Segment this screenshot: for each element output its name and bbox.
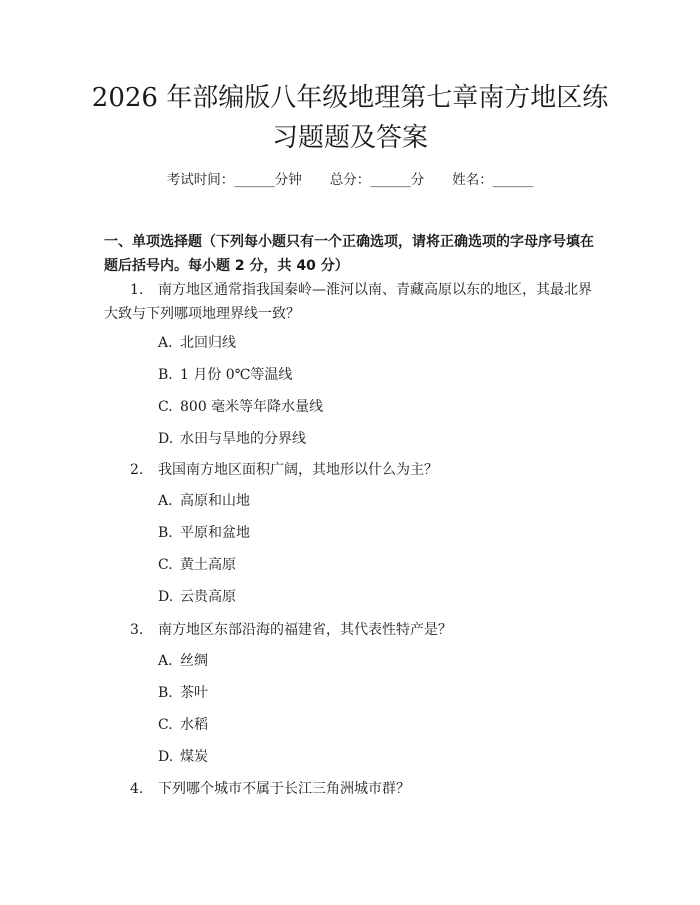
question-text: 南方地区通常指我国秦岭—淮河以南、青藏高原以东的地区，其最北界大致与下列哪项地理界线一致？ [104, 282, 592, 322]
question-number: 4. [130, 781, 144, 797]
document-title [60, 78, 640, 158]
time-label: 考试时间： [166, 172, 235, 188]
option-1a [158, 333, 236, 353]
option-text: 丝绸 [180, 653, 208, 669]
option-2c [158, 555, 236, 575]
option-2b [158, 523, 250, 543]
option-text: 北回归线 [180, 335, 236, 351]
option-3a [158, 651, 208, 671]
option-letter: B. [158, 525, 173, 541]
option-letter: C. [158, 717, 173, 733]
option-letter: D. [158, 749, 174, 765]
option-letter: D. [158, 589, 174, 605]
option-3b [158, 683, 208, 703]
name-blank: ______ [492, 172, 534, 188]
time-blank: ______ [234, 172, 275, 188]
question-3 [104, 618, 604, 642]
option-letter: B. [158, 685, 173, 701]
time-unit: 分钟 [274, 172, 302, 188]
option-1b [158, 365, 292, 385]
question-text: 南方地区东部沿海的福建省，其代表性特产是？ [158, 622, 452, 638]
option-3c [158, 715, 208, 735]
question-text: 我国南方地区面积广阔，其地形以什么为主？ [158, 462, 438, 478]
question-text: 下列哪个城市不属于长江三角洲城市群？ [158, 781, 410, 797]
option-text: 平原和盆地 [180, 525, 250, 541]
option-2d [158, 587, 236, 607]
question-number: 1. [130, 282, 144, 298]
option-1c [158, 397, 323, 417]
option-1d [158, 429, 306, 449]
section-heading: 一、单项选择题（下列每小题只有一个正确选项，请将正确选项的字母序号填在题后括号内。每小题 2 分，共 40 分） [104, 234, 594, 274]
question-4 [104, 777, 604, 801]
option-letter: D. [158, 431, 174, 447]
option-letter: B. [158, 367, 173, 383]
option-text: 水稻 [180, 717, 208, 733]
question-number: 2. [130, 462, 144, 478]
option-text: 云贵高原 [180, 589, 236, 605]
option-letter: C. [158, 399, 173, 415]
score-label: 总分： [329, 172, 371, 188]
option-text: 茶叶 [180, 685, 208, 701]
option-letter: C. [158, 557, 173, 573]
title-line-1: 2026 年部编版八年级地理第七章南方地区练 [91, 83, 609, 113]
option-letter: A. [158, 335, 173, 351]
name-label: 姓名： [452, 172, 493, 188]
question-number: 3. [130, 622, 144, 638]
option-2a [158, 491, 250, 511]
option-text: 水田与旱地的分界线 [180, 431, 306, 447]
score-unit: 分 [410, 172, 425, 188]
question-2 [104, 458, 604, 482]
question-1 [104, 278, 604, 326]
score-blank: ______ [370, 172, 411, 188]
option-text: 煤炭 [180, 749, 208, 765]
exam-info [0, 168, 700, 188]
option-text: 黄土高原 [180, 557, 236, 573]
option-text: 高原和山地 [180, 493, 250, 509]
option-3d [158, 747, 208, 767]
option-text: 800 毫米等年降水量线 [180, 399, 324, 415]
option-letter: A. [158, 493, 173, 509]
option-text: 1 月份 0℃等温线 [180, 367, 293, 383]
title-line-2: 习题题及答案 [271, 123, 428, 153]
option-letter: A. [158, 653, 173, 669]
